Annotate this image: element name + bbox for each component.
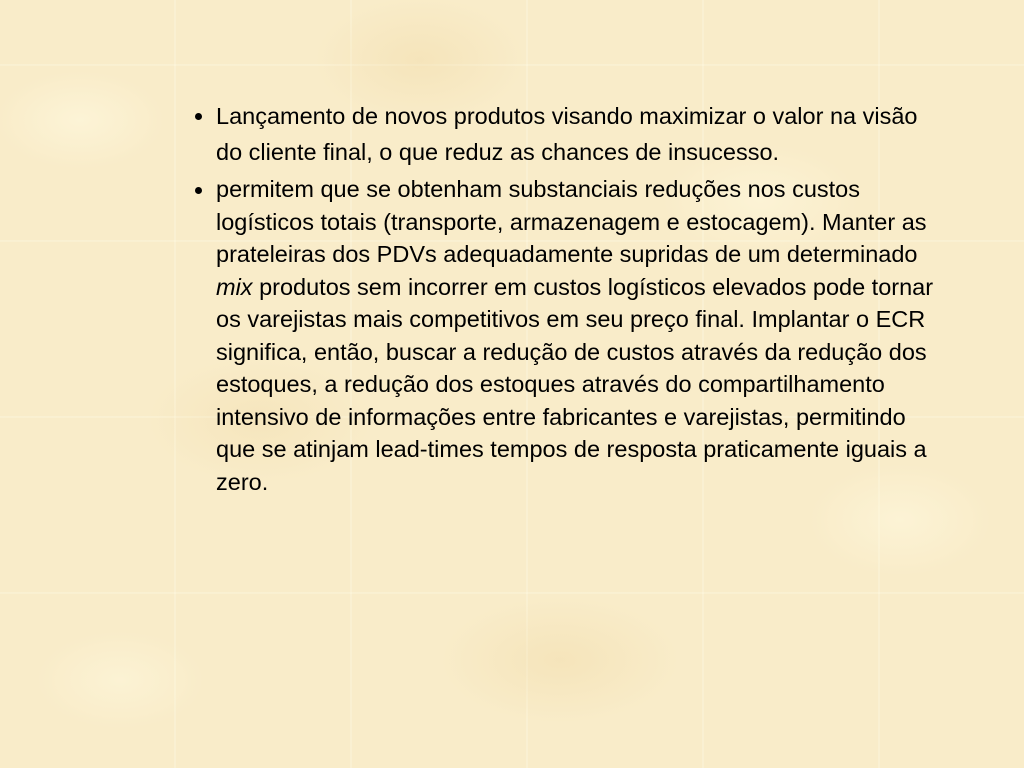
bullet-list: [190, 98, 940, 498]
bullet-dot-icon: [195, 187, 202, 194]
bullet-item-logistics-costs: [190, 173, 940, 498]
bullet-text-italic-mix: mix: [216, 273, 253, 300]
bullet-item-product-launch: [190, 98, 940, 170]
bullet-dot-icon: [195, 113, 202, 120]
bullet-text-part-1: permitem que se obtenham substanciais reduções nos custos logísticos totais (transporte, armazenagem e estocagem). Manter as prateleiras dos PDVs adequadamente supridas de um determinado: [216, 176, 927, 267]
bullet-text: Lançamento de novos produtos visando maximizar o valor na visão do cliente final, o que reduz as chances de insucesso.: [216, 103, 918, 165]
bullet-text-part-2: produtos sem incorrer em custos logísticos elevados pode tornar os varejistas mais competitivos em seu preço final. Implantar o ECR significa, então, buscar a redução de custos através da redução dos estoques, a redução dos estoques através do compartilhamento intensivo de informações entre fabricantes e varejistas, permitindo que se atinjam lead-times tempos de resposta praticamente iguais a zero.: [216, 273, 934, 495]
